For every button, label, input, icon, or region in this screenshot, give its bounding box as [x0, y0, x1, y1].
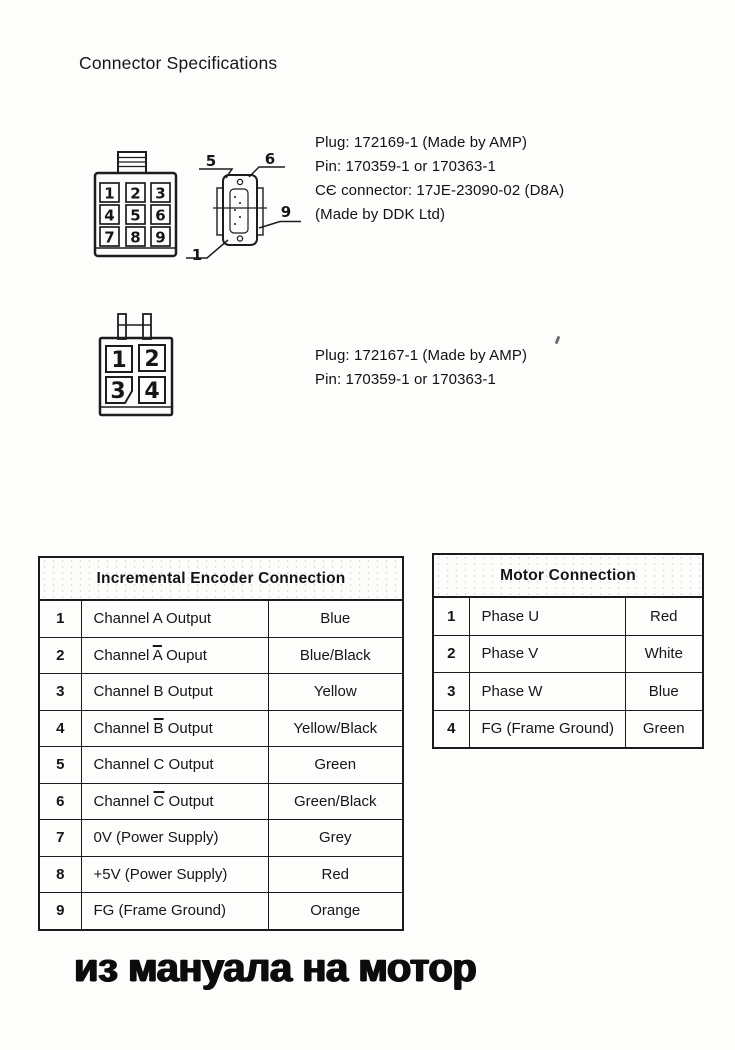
wire-color-cell: Grey — [268, 820, 403, 857]
note-line: Pin: 170359-1 or 170363-1 — [315, 158, 496, 175]
table-row — [39, 893, 403, 930]
pin-number-cell: 3 — [433, 673, 469, 711]
pin-number-cell: 3 — [39, 674, 81, 711]
pin-number: 1 — [104, 184, 115, 203]
wire-color-cell: Green — [268, 747, 403, 784]
pin-number: 2 — [144, 347, 160, 372]
wire-color-cell: Blue — [625, 673, 703, 711]
table-row — [433, 635, 703, 673]
pin-number: 2 — [130, 184, 141, 203]
note-line: CЄ connector: 17JE-23090-02 (D8A) — [315, 182, 565, 199]
signal-cell: +5V (Power Supply) — [81, 856, 268, 893]
encoder-table — [38, 556, 404, 931]
pin-number-cell: 4 — [39, 710, 81, 747]
note-line: Plug: 172169-1 (Made by AMP) — [315, 134, 528, 151]
encoder-table-wrap — [38, 556, 404, 931]
pin-number: 6 — [155, 206, 166, 225]
pin-number-cell: 6 — [39, 783, 81, 820]
motor-table-wrap — [432, 553, 704, 749]
wire-color-cell: Green/Black — [268, 783, 403, 820]
table-header-row — [39, 557, 403, 600]
pin-number-cell: 8 — [39, 856, 81, 893]
table-row — [433, 673, 703, 711]
wire-color-cell: Yellow/Black — [268, 710, 403, 747]
signal-cell: Phase U — [469, 597, 625, 635]
pin-number: 3 — [110, 379, 126, 404]
pin-number: 9 — [155, 228, 166, 247]
table-row — [39, 710, 403, 747]
table-row — [433, 710, 703, 748]
table-row — [39, 747, 403, 784]
connector-9pin-notes — [315, 131, 564, 227]
motor-table-title: Motor Connection — [433, 554, 703, 597]
pin-number-cell: 4 — [433, 710, 469, 748]
wire-color-cell: Green — [625, 710, 703, 748]
wire-color-cell: Yellow — [268, 674, 403, 711]
side-label-9: 9 — [280, 203, 292, 221]
table-row — [39, 783, 403, 820]
wire-color-cell: Red — [268, 856, 403, 893]
signal-cell: Channel $\overline{B}$ Output — [81, 710, 268, 747]
wire-color-cell: Blue/Black — [268, 637, 403, 674]
table-row — [39, 820, 403, 857]
side-label-1: 1 — [191, 246, 203, 264]
pin-number-cell: 5 — [39, 747, 81, 784]
signal-cell: Channel A Output — [81, 600, 268, 637]
wire-color-cell: Orange — [268, 893, 403, 930]
pin-number-cell: 1 — [39, 600, 81, 637]
note-line: Plug: 172167-1 (Made by AMP) — [315, 347, 528, 364]
signal-cell: Phase W — [469, 673, 625, 711]
signal-cell: Channel $\overline{C}$ Output — [81, 783, 268, 820]
table-row — [433, 597, 703, 635]
note-line: Pin: 170359-1 or 170363-1 — [315, 371, 496, 388]
connector-9pin-front-view — [95, 152, 176, 256]
pin-number-cell: 2 — [39, 637, 81, 674]
table-row — [39, 674, 403, 711]
pin-number: 8 — [130, 228, 141, 247]
pin-number: 3 — [155, 184, 166, 203]
connector-9pin-side-view — [186, 150, 301, 264]
table-row — [39, 856, 403, 893]
side-label-5: 5 — [205, 152, 217, 170]
pin-number-cell: 2 — [433, 635, 469, 673]
pin-number-cell: 7 — [39, 820, 81, 857]
signal-cell: Channel C Output — [81, 747, 268, 784]
side-label-6: 6 — [264, 150, 276, 168]
encoder-table-title: Incremental Encoder Connection — [39, 557, 403, 600]
pin-number: 4 — [144, 379, 160, 404]
page-title: Connector Specifications — [79, 53, 278, 73]
pin-number-cell: 1 — [433, 597, 469, 635]
signal-cell: FG (Frame Ground) — [469, 710, 625, 748]
signal-cell: 0V (Power Supply) — [81, 820, 268, 857]
pin-cavity-grid — [106, 345, 165, 404]
signal-cell: Channel B Output — [81, 674, 268, 711]
signal-cell: Phase V — [469, 635, 625, 673]
note-line: (Made by DDK Ltd) — [315, 206, 446, 223]
connector-9pin-diagram — [85, 148, 310, 266]
signal-cell: FG (Frame Ground) — [81, 893, 268, 930]
footer-caption: из мануала на мотор — [74, 946, 477, 990]
pin-number: 1 — [111, 348, 127, 373]
table-row — [39, 600, 403, 637]
wire-color-cell: White — [625, 635, 703, 673]
pin-cavity-grid — [100, 183, 170, 247]
pin-number: 7 — [104, 228, 115, 247]
table-row — [39, 637, 403, 674]
motor-table — [432, 553, 704, 749]
pin-number-cell: 9 — [39, 893, 81, 930]
connector-4pin-diagram — [95, 310, 180, 425]
pin-number: 5 — [130, 206, 141, 225]
table-header-row — [433, 554, 703, 597]
scan-artifact — [555, 336, 561, 345]
pin-number: 4 — [104, 206, 115, 225]
signal-cell: Channel $\overline{A}$ Ouput — [81, 637, 268, 674]
connector-4pin-notes — [315, 344, 527, 392]
wire-color-cell: Red — [625, 597, 703, 635]
wire-color-cell: Blue — [268, 600, 403, 637]
